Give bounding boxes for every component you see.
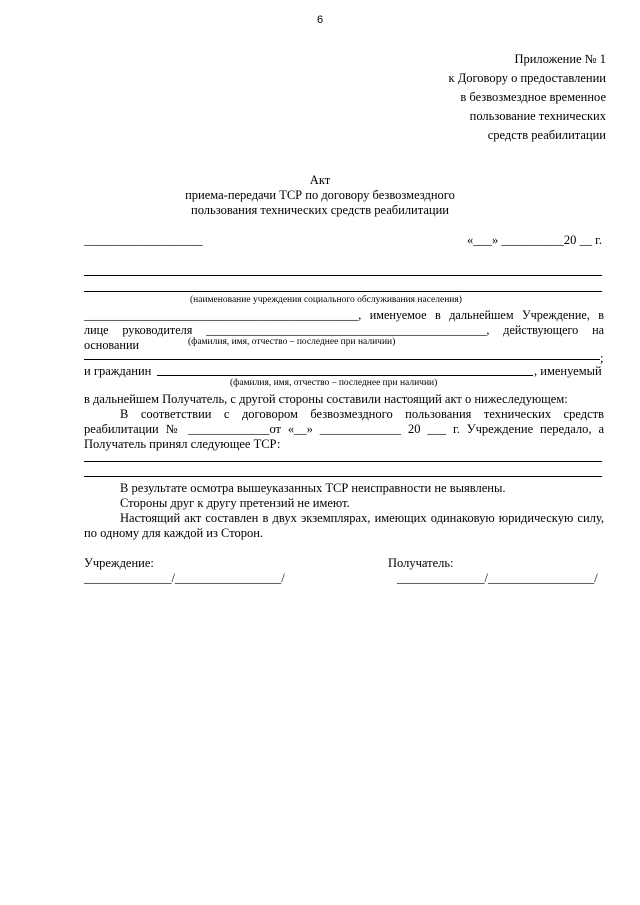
citizen-caption: (фамилия, имя, отчество – последнее при наличии)	[230, 378, 438, 388]
head-caption: (фамилия, имя, отчество – последнее при наличии)	[188, 337, 396, 347]
appendix-line-3: в безвозмездное временное	[460, 90, 606, 104]
tsr-blank-line-2	[84, 476, 602, 477]
citizen-label: и гражданин	[84, 364, 152, 378]
citizen-named: , именуемый	[534, 364, 602, 378]
sign-receiver-line: ______________/_________________/	[397, 571, 598, 585]
institution-caption: (наименование учреждения социального обслуживания населения)	[190, 295, 462, 305]
claims-paragraph: Стороны друг к другу претензий не имеют.	[120, 496, 350, 510]
institution-blank-line-2	[84, 291, 602, 292]
tsr-blank-line-1	[84, 461, 602, 462]
receiver-line: в дальнейшем Получатель, с другой стороны составили настоящий акт о нижеследующем:	[84, 392, 568, 406]
basis-blank-line	[84, 359, 600, 360]
sign-receiver-label: Получатель:	[388, 556, 454, 570]
page-number: 6	[316, 14, 324, 26]
date-line: «___» __________20 __ г.	[467, 233, 602, 247]
head-line: лице руководителя ______________________________________________, действующего на основании	[84, 323, 604, 352]
inspection-paragraph: В результате осмотра вышеуказанных ТСР неисправности не выявлены.	[120, 481, 506, 495]
citizen-blank-line	[157, 375, 533, 376]
title-line-3: пользования технических средств реабилитации	[191, 203, 449, 217]
document-title	[0, 173, 640, 218]
sign-institution-line: ______________/_________________/	[84, 571, 285, 585]
place-blank: ___________________	[84, 233, 203, 247]
institution-named-line: _____________________________________________, именуемое в дальнейшем Учреждение, в	[84, 308, 604, 322]
appendix-line-4: пользование технических	[469, 109, 606, 123]
transfer-paragraph-line-1: В соответствии с договором безвозмездного пользования технических средств	[120, 407, 604, 421]
transfer-paragraph-line-3: Получатель принял следующее ТСР:	[84, 437, 281, 451]
copies-paragraph: Настоящий акт составлен в двух экземплярах, имеющих одинаковую юридическую силу, по одному для каждой из Сторон.	[84, 511, 604, 540]
basis-semicolon: ;	[600, 351, 604, 365]
appendix-line-2: к Договору о предоставлении	[448, 71, 606, 85]
title-line-2: приема-передачи ТСР по договору безвозмездного	[185, 188, 455, 202]
title-line-1: Акт	[309, 173, 331, 187]
transfer-paragraph-line-2: реабилитации № _____________от «__» _____________ 20 ___ г. Учреждение передало, а	[84, 422, 604, 436]
sign-institution-label: Учреждение:	[84, 556, 154, 570]
appendix-header	[449, 50, 607, 145]
appendix-line-5: средств реабилитации	[487, 128, 606, 142]
appendix-line-1: Приложение № 1	[514, 52, 606, 66]
institution-blank-line-1	[84, 275, 602, 276]
